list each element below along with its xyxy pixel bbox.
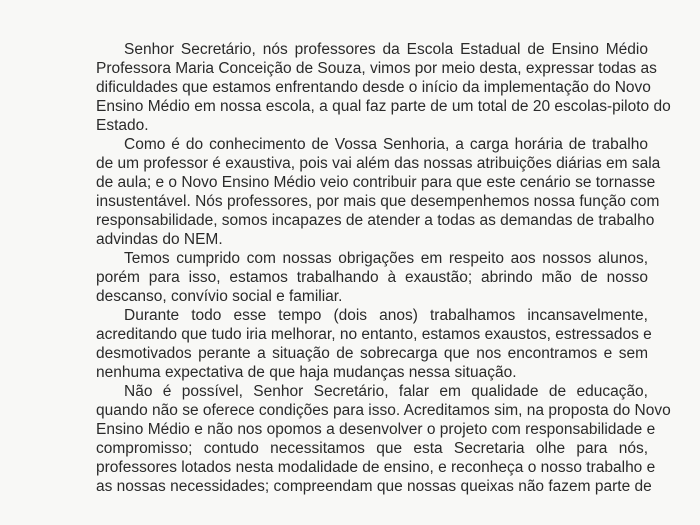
text-line: nenhuma expectativa de que haja mudanças nessa situação. — [96, 364, 517, 381]
paragraph-5 — [96, 382, 671, 496]
text-line: compromisso; contudo necessitamos que esta Secretaria olhe para nós, — [96, 440, 648, 457]
text-line: Ensino Médio e não nos opomos a desenvolver o projeto com responsabilidade e — [96, 421, 656, 438]
text-line: Como é do conhecimento de Vossa Senhoria, a carga horária de trabalho — [124, 136, 648, 153]
text-line: responsabilidade, somos incapazes de atender a todas as demandas de trabalho — [96, 212, 655, 229]
paragraph-1 — [96, 40, 671, 135]
text-line: de um professor é exaustiva, pois vai além das nossas atribuições diárias em sala — [96, 155, 661, 172]
letter-body — [96, 40, 671, 496]
paragraph-2 — [96, 135, 661, 249]
text-line: professores lotados nesta modalidade de ensino, e reconheça o nosso trabalho e — [96, 459, 656, 476]
text-line: dificuldades que estamos enfrentando desde o início da implementação do Novo — [96, 79, 651, 96]
text-line: acreditando que tudo iria melhorar, no entanto, estamos exaustos, estressados e — [96, 326, 652, 343]
text-line: quando não se oferece condições para isso. Acreditamos sim, na proposta do Novo — [96, 402, 671, 419]
text-line: Senhor Secretário, nós professores da Escola Estadual de Ensino Médio — [124, 41, 648, 58]
text-line: desmotivados perante a situação de sobrecarga que nos encontramos e sem — [96, 345, 648, 362]
paragraph-3 — [96, 249, 648, 306]
text-line: Professora Maria Conceição de Souza, vimos por meio desta, expressar todas as — [96, 60, 657, 77]
text-line: porém para isso, estamos trabalhando à exaustão; abrindo mão de nosso — [96, 269, 648, 286]
text-line: Ensino Médio em nossa escola, a qual faz parte de um total de 20 escolas-piloto do — [96, 98, 671, 115]
text-line: Temos cumprido com nossas obrigações em respeito aos nossos alunos, — [124, 250, 648, 267]
text-line: Não é possível, Senhor Secretário, falar em qualidade de educação, — [124, 383, 648, 400]
text-line: Durante todo esse tempo (dois anos) trabalhamos incansavelmente, — [124, 307, 648, 324]
text-line: as nossas necessidades; compreendam que nossas queixas não fazem parte de — [96, 478, 652, 495]
text-line: Estado. — [96, 117, 149, 134]
text-line: de aula; e o Novo Ensino Médio veio contribuir para que este cenário se tornasse — [96, 174, 656, 191]
paragraph-4 — [96, 306, 652, 382]
text-line: insustentável. Nós professores, por mais que desempenhemos nossa função com — [96, 193, 660, 210]
text-line: advindas do NEM. — [96, 231, 223, 248]
text-line: descanso, convívio social e familiar. — [96, 288, 343, 305]
